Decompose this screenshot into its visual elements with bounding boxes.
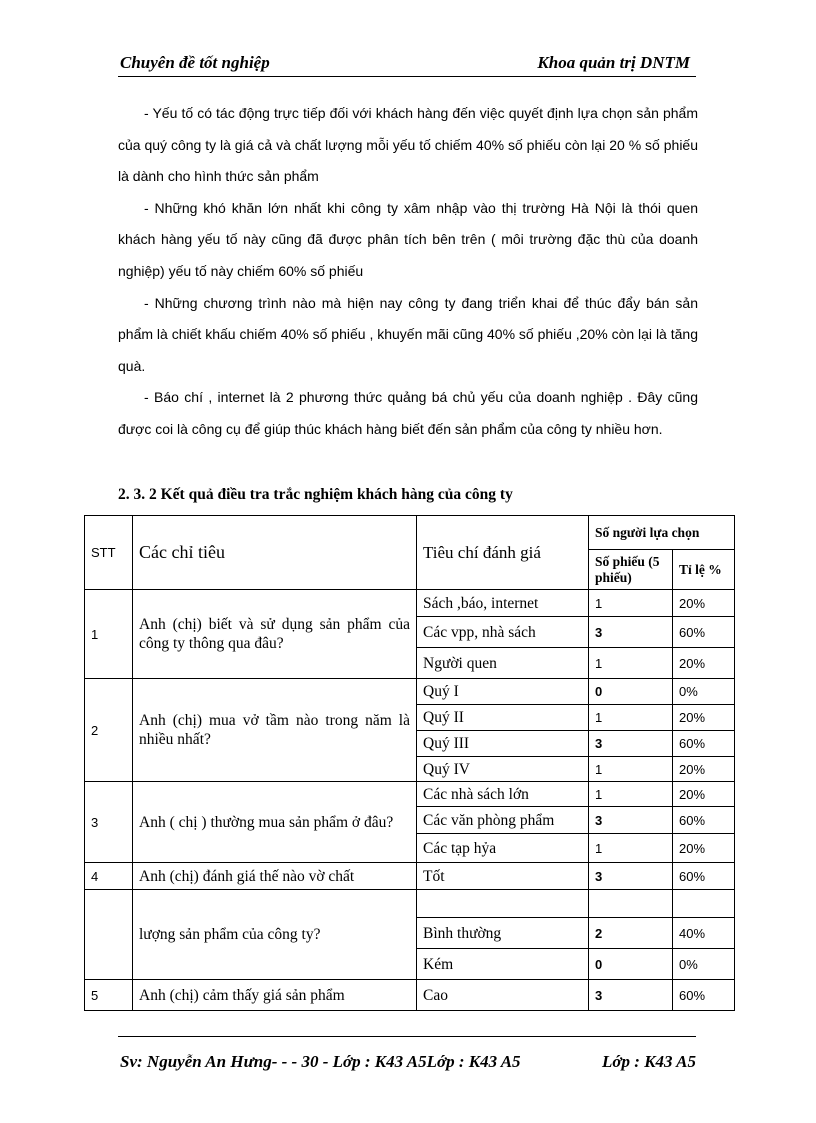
survey-results-table [84,515,735,1011]
row-ratio: 0% [673,679,735,705]
body-text [118,98,698,446]
header-faculty: Khoa quản trị DNTM [537,53,690,72]
row-votes: 1 [589,757,673,782]
table-row [85,980,735,1011]
paragraph: - Những khó khăn lớn nhất khi công ty xâm nhập vào thị trường Hà Nội là thói quen khách hàng yếu tố này cũng đã được phân tích bên trên ( môi trường đặc thù của doanh nghiệp) yếu tố này chiếm 60% số phiếu [118,199,698,279]
row-ratio: 60% [673,863,735,890]
table-row [85,679,735,705]
row-option: Quý IV [417,757,589,782]
header-stt: STT [85,516,133,590]
row-question-line1: Anh (chị) đánh giá thế nào vờ chất [133,863,417,890]
page-footer [118,1036,696,1077]
row-option: Bình thường [417,918,589,949]
row-option: Các tạp hỷa [417,834,589,863]
row-question: Anh (chị) cảm thấy giá sản phẩm [133,980,417,1011]
row-option [417,890,589,918]
row-option: Quý III [417,731,589,757]
row-ratio: 20% [673,705,735,731]
row-votes: 1 [589,782,673,807]
row-votes: 0 [589,679,673,705]
row-votes: 3 [589,980,673,1011]
row-votes: 0 [589,949,673,980]
row-votes: 3 [589,617,673,648]
row-votes: 1 [589,705,673,731]
row-question: Anh ( chị ) thường mua sản phẩm ở đâu? [133,782,417,863]
footer-class: Lớp : K43 A5 [602,1052,696,1071]
row-ratio: 20% [673,782,735,807]
paragraph: - Báo chí , internet là 2 phương thức quảng bá chủ yếu của doanh nghiệp . Đây cũng được coi là công cụ để giúp thúc khách hàng biết đến sản phẩm của công ty nhiều hơn. [118,389,698,437]
row-question: Anh (chị) biết và sử dụng sản phẩm của công ty thông qua đâu? [133,590,417,679]
row-stt: 3 [85,782,133,863]
row-ratio: 40% [673,918,735,949]
row-stt-empty [85,890,133,980]
header-title: Chuyên đề tốt nghiệp [120,53,270,72]
row-option: Các văn phòng phẩm [417,807,589,834]
header-votes: Số phiếu (5 phiếu) [589,550,673,590]
row-option: Sách ,báo, internet [417,590,589,617]
row-stt: 4 [85,863,133,890]
row-option: Các vpp, nhà sách [417,617,589,648]
row-ratio: 20% [673,757,735,782]
row-ratio: 20% [673,834,735,863]
page-header [118,52,696,77]
row-votes [589,890,673,918]
row-ratio: 60% [673,807,735,834]
row-option: Kém [417,949,589,980]
row-option: Tốt [417,863,589,890]
section-title: 2. 3. 2 Kết quả điều tra trắc nghiệm khách hàng của công ty [118,486,513,503]
row-votes: 1 [589,834,673,863]
row-option: Các nhà sách lớn [417,782,589,807]
row-stt: 2 [85,679,133,782]
row-ratio: 0% [673,949,735,980]
table-row [85,863,735,890]
row-question: Anh (chị) mua vở tầm nào trong năm là nhiều nhất? [133,679,417,782]
table-row [85,590,735,617]
row-stt: 5 [85,980,133,1011]
row-votes: 3 [589,863,673,890]
table-row [85,782,735,807]
header-criteria: Các chỉ tiêu [133,516,417,590]
footer-student: Sv: Nguyễn An Hưng- - - 30 - Lớp : K43 A5Lớp : K43 A5 [120,1052,521,1071]
table-header-row [85,516,735,550]
table-row [85,890,735,918]
row-option: Quý I [417,679,589,705]
header-selection-group: Số người lựa chọn [589,516,735,550]
row-question-line2: lượng sản phẩm của công ty? [133,890,417,980]
row-votes: 2 [589,918,673,949]
paragraph: - Yếu tố có tác động trực tiếp đối với khách hàng đến việc quyết định lựa chọn sản phẩm của quý công ty là giá cả và chất lượng mỗi yếu tố chiếm 40% số phiếu còn lại 20 % số phiếu là dành cho hình thức sản phẩm [118,105,698,185]
row-option: Cao [417,980,589,1011]
row-votes: 3 [589,731,673,757]
row-ratio: 20% [673,590,735,617]
row-ratio [673,890,735,918]
paragraph: - Những chương trình nào mà hiện nay công ty đang triển khai để thúc đẩy bán sản phẩm là chiết khấu chiếm 40% số phiếu , khuyến mãi cũng 40% số phiếu ,20% còn lại là tăng quà. [118,294,698,374]
row-ratio: 60% [673,617,735,648]
row-ratio: 60% [673,980,735,1011]
row-option: Quý II [417,705,589,731]
row-ratio: 20% [673,648,735,679]
header-ratio: Tỉ lệ % [673,550,735,590]
row-ratio: 60% [673,731,735,757]
row-votes: 1 [589,590,673,617]
row-votes: 1 [589,648,673,679]
row-stt: 1 [85,590,133,679]
row-votes: 3 [589,807,673,834]
header-evaluation: Tiêu chí đánh giá [417,516,589,590]
row-option: Người quen [417,648,589,679]
